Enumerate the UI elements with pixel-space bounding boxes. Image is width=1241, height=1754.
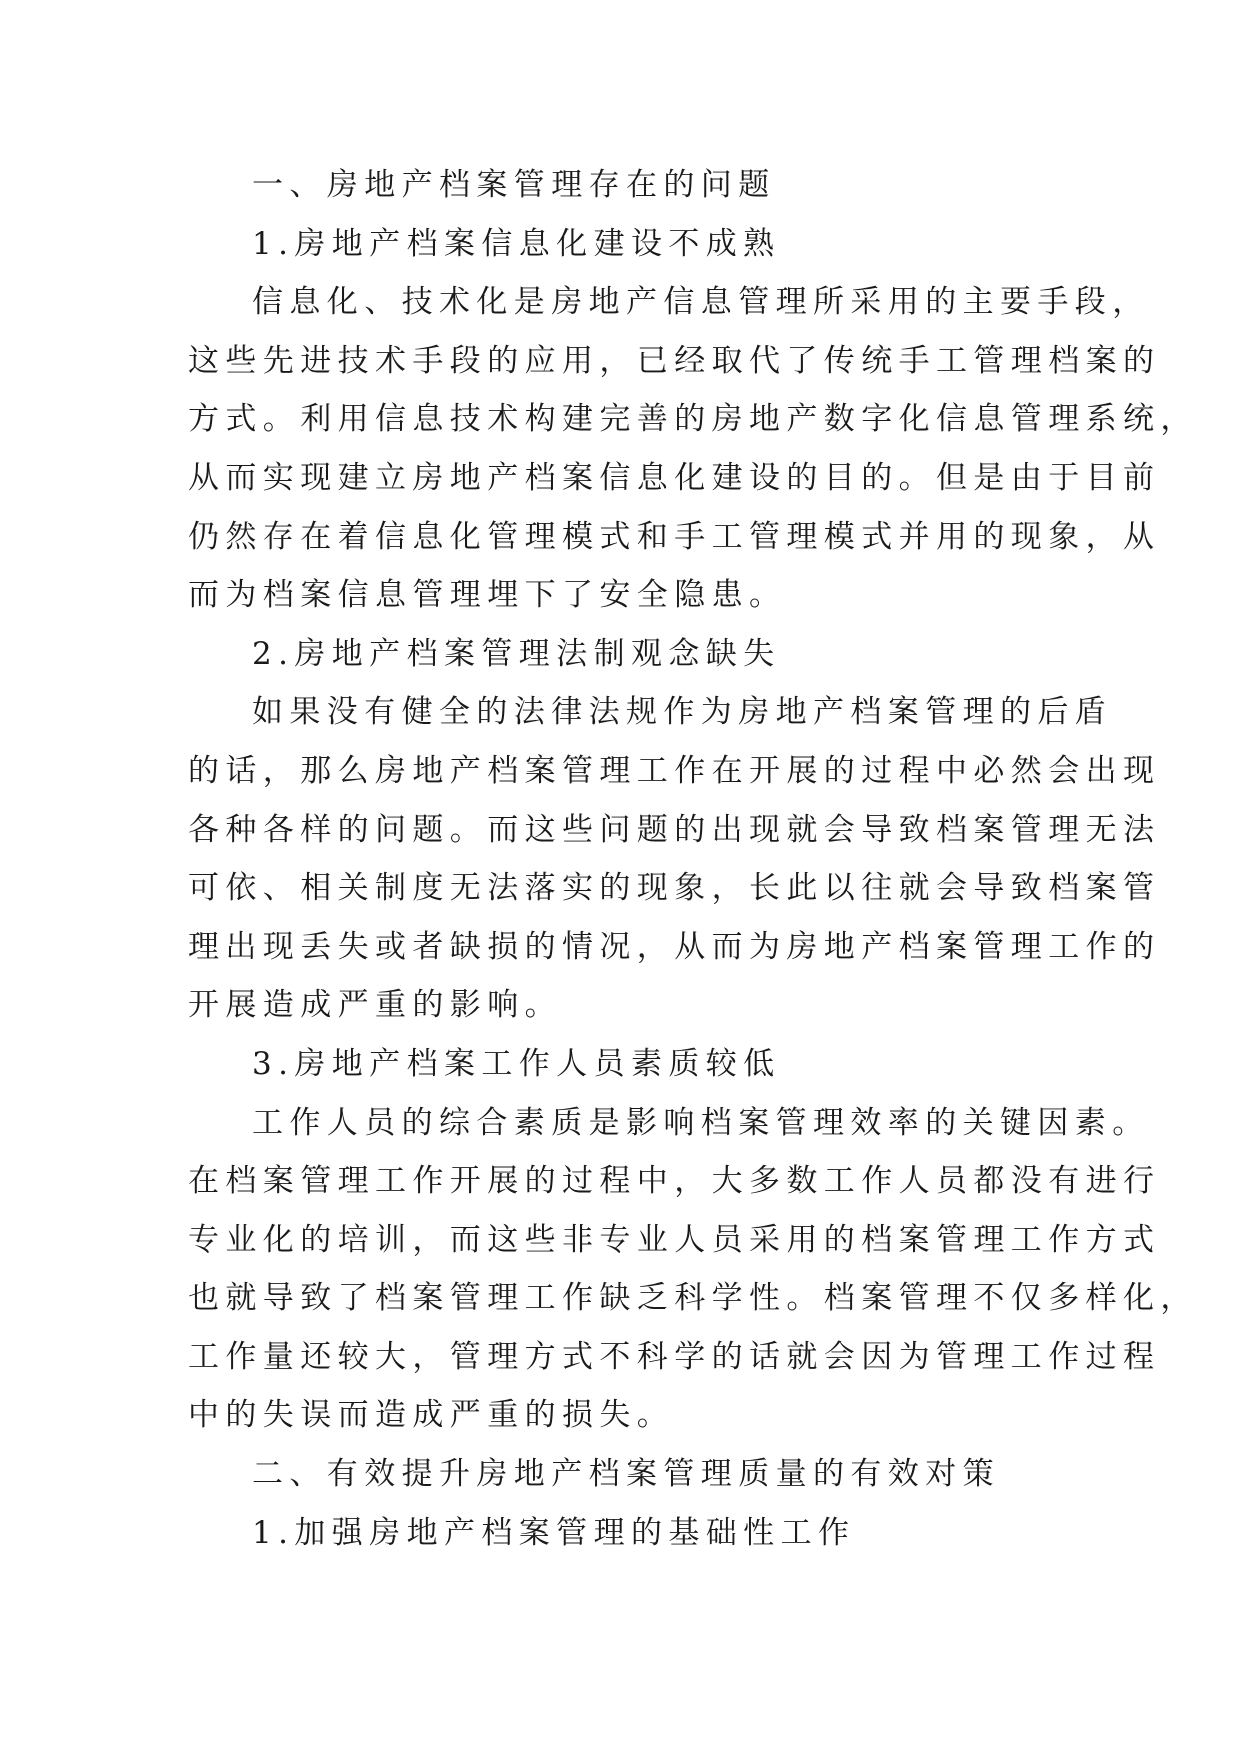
paragraph-line: 仍然存在着信息化管理模式和手工管理模式并用的现象，从	[188, 518, 1161, 555]
paragraph-line: 在档案管理工作开展的过程中，大多数工作人员都没有进行	[188, 1163, 1161, 1200]
paragraph-line: 信息化、技术化是房地产信息管理所采用的主要手段，	[252, 284, 1150, 321]
section-heading: 二、有效提升房地产档案管理质量的有效对策	[252, 1456, 1000, 1493]
paragraph-line: 的话，那么房地产档案管理工作在开展的过程中必然会出现	[188, 752, 1161, 789]
paragraph-line: 如果没有健全的法律法规作为房地产档案管理的后盾	[252, 694, 1113, 731]
paragraph-line: 方式。利用信息技术构建完善的房地产数字化信息管理系统，	[188, 401, 1198, 438]
paragraph-line: 理出现丢失或者缺损的情况，从而为房地产档案管理工作的	[188, 928, 1161, 965]
paragraph-line: 也就导致了档案管理工作缺乏科学性。档案管理不仅多样化，	[188, 1280, 1198, 1317]
paragraph-line: 工作量还较大，管理方式不科学的话就会因为管理工作过程	[188, 1338, 1161, 1375]
paragraph-line: 从而实现建立房地产档案信息化建设的目的。但是由于目前	[188, 459, 1161, 496]
paragraph-line: 可依、相关制度无法落实的现象，长此以往就会导致档案管	[188, 870, 1161, 907]
subsection-heading: 1.加强房地产档案管理的基础性工作	[252, 1514, 856, 1551]
paragraph-line: 各种各样的问题。而这些问题的出现就会导致档案管理无法	[188, 811, 1161, 848]
subsection-heading: 3.房地产档案工作人员素质较低	[252, 1045, 781, 1082]
paragraph-line: 开展造成严重的影响。	[188, 987, 562, 1024]
paragraph-line: 专业化的培训，而这些非专业人员采用的档案管理工作方式	[188, 1221, 1161, 1258]
paragraph-line: 工作人员的综合素质是影响档案管理效率的关键因素。	[252, 1104, 1150, 1141]
subsection-heading: 2.房地产档案管理法制观念缺失	[252, 635, 781, 672]
paragraph-line: 这些先进技术手段的应用，已经取代了传统手工管理档案的	[188, 342, 1161, 379]
section-heading: 一、房地产档案管理存在的问题	[252, 167, 776, 203]
subsection-heading: 1.房地产档案信息化建设不成熟	[252, 225, 781, 262]
paragraph-line: 而为档案信息管理埋下了安全隐患。	[188, 577, 787, 614]
paragraph-line: 中的失误而造成严重的损失。	[188, 1397, 675, 1434]
document-body	[188, 156, 1198, 1562]
